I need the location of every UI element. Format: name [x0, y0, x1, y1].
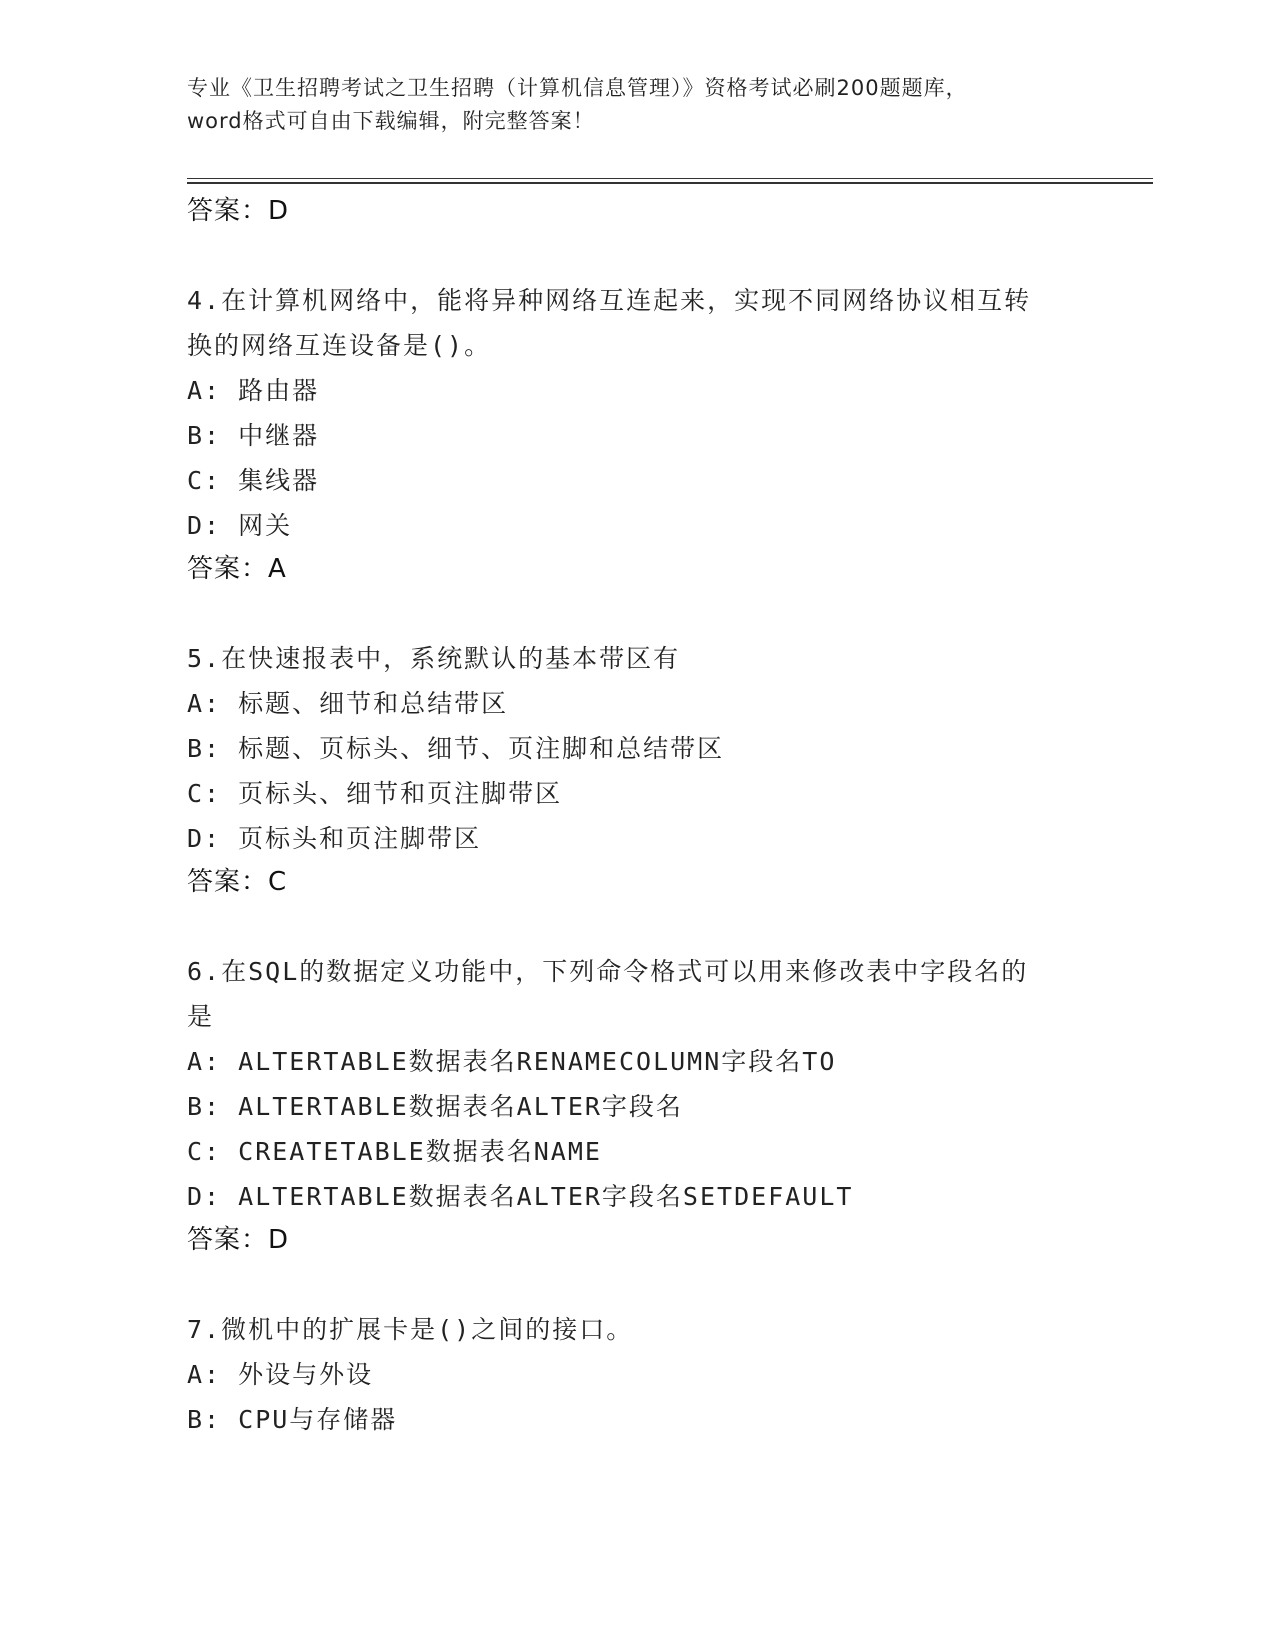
option-b: B: CPU与存储器: [187, 1405, 398, 1434]
answer-line: 答案：C: [187, 867, 288, 897]
question-text: 4.在计算机网络中，能将异种网络互连起来，实现不同网络协议相互转换的网络互连设备是()。: [187, 286, 1032, 360]
question-text: 6.在SQL的数据定义功能中，下列命令格式可以用来修改表中字段名的是: [187, 957, 1029, 1031]
question-item: [187, 949, 1087, 1261]
header-divider-thin: [187, 178, 1153, 179]
option-d: D: 网关: [187, 511, 293, 540]
option-b: B: ALTERTABLE数据表名ALTER字段名: [187, 1092, 683, 1121]
answer-line: 答案：A: [187, 554, 287, 584]
option-c: C: 集线器: [187, 466, 320, 495]
answer-line: 答案：D: [187, 196, 290, 226]
answer-line: 答案：D: [187, 1225, 290, 1255]
option-a: A: ALTERTABLE数据表名RENAMECOLUMN字段名TO: [187, 1047, 837, 1076]
question-item: [187, 636, 1087, 903]
option-b: B: 中继器: [187, 421, 320, 450]
question-text: 7.微机中的扩展卡是()之间的接口。: [187, 1315, 634, 1344]
option-b: B: 标题、页标头、细节、页注脚和总结带区: [187, 734, 725, 763]
option-a: A: 路由器: [187, 376, 320, 405]
option-d: D: ALTERTABLE数据表名ALTER字段名SETDEFAULT: [187, 1182, 854, 1211]
header-line-2: word格式可自由下载编辑，附完整答案！: [187, 109, 595, 133]
question-text: 5.在快速报表中，系统默认的基本带区有: [187, 644, 681, 673]
option-c: C: CREATETABLE数据表名NAME: [187, 1137, 602, 1166]
question-item: [187, 1307, 1087, 1442]
option-d: D: 页标头和页注脚带区: [187, 824, 482, 853]
header-line-1: 专业《卫生招聘考试之卫生招聘（计算机信息管理）》资格考试必刷200题题库，: [187, 76, 968, 100]
option-c: C: 页标头、细节和页注脚带区: [187, 779, 563, 808]
document-header: [187, 72, 1087, 138]
option-a: A: 外设与外设: [187, 1360, 374, 1389]
question-item: [187, 278, 1087, 590]
option-a: A: 标题、细节和总结带区: [187, 689, 509, 718]
header-divider-thick: [187, 182, 1153, 184]
document-body: [187, 190, 1087, 1442]
